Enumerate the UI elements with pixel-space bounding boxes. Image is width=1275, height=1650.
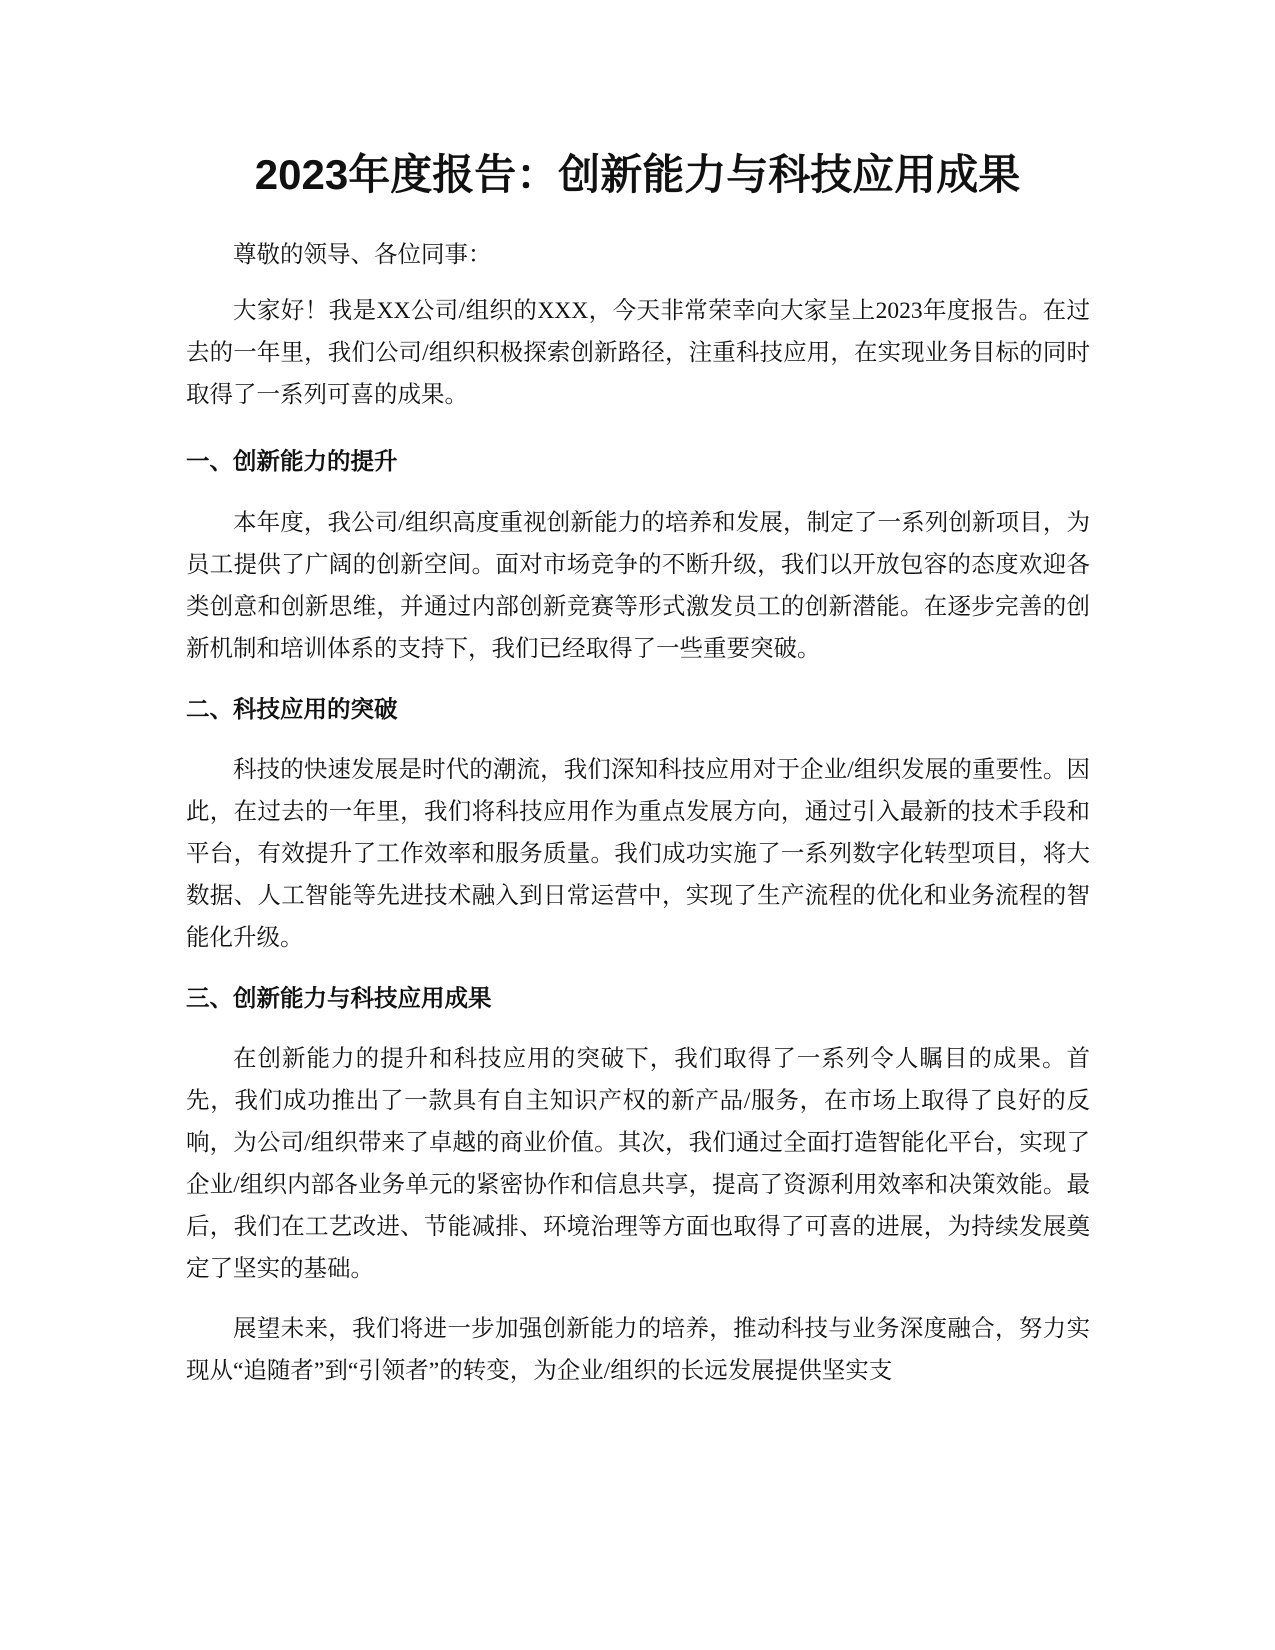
intro-paragraph: 大家好！我是XX公司/组织的XXX，今天非常荣幸向大家呈上2023年度报告。在过去的一年里，我们公司/组织积极探索创新路径，注重科技应用，在实现业务目标的同时取得了一系列可喜的成果。 <box>186 298 1090 408</box>
section-2-body: 科技的快速发展是时代的潮流，我们深知科技应用对于企业/组织发展的重要性。因此，在过去的一年里，我们将科技应用作为重点发展方向，通过引入最新的技术手段和平台，有效提升了工作效率和服务质量。我们成功实施了一系列数字化转型项目，将大数据、人工智能等先进技术融入到日常运营中，实现了生产流程的优化和业务流程的智能化升级。 <box>186 757 1090 951</box>
section-1-heading: 一、创新能力的提升 <box>186 447 398 475</box>
section-1-body: 本年度，我公司/组织高度重视创新能力的培养和发展，制定了一系列创新项目，为员工提供了广阔的创新空间。面对市场竞争的不断升级，我们以开放包容的态度欢迎各类创意和创新思维，并通过内部创新竞赛等形式激发员工的创新潜能。在逐步完善的创新机制和培训体系的支持下，我们已经取得了一些重要突破。 <box>186 510 1090 662</box>
salutation: 尊敬的领导、各位同事： <box>233 242 492 268</box>
section-2-heading: 二、科技应用的突破 <box>186 695 398 723</box>
section-3-heading: 三、创新能力与科技应用成果 <box>186 984 492 1012</box>
closing-paragraph: 展望未来，我们将进一步加强创新能力的培养，推动科技与业务深度融合，努力实现从“追随者”到“引领者”的转变，为企业/组织的长远发展提供坚实支 <box>186 1316 1090 1384</box>
section-3-body: 在创新能力的提升和科技应用的突破下，我们取得了一系列令人瞩目的成果。首先，我们成功推出了一款具有自主知识产权的新产品/服务，在市场上取得了良好的反响，为公司/组织带来了卓越的商业价值。其次，我们通过全面打造智能化平台，实现了企业/组织内部各业务单元的紧密协作和信息共享，提高了资源利用效率和决策效能。最后，我们在工艺改进、节能减排、环境治理等方面也取得了可喜的进展，为持续发展奠定了坚实的基础。 <box>186 1046 1090 1282</box>
document-title: 2023年度报告：创新能力与科技应用成果 <box>254 151 1021 198</box>
